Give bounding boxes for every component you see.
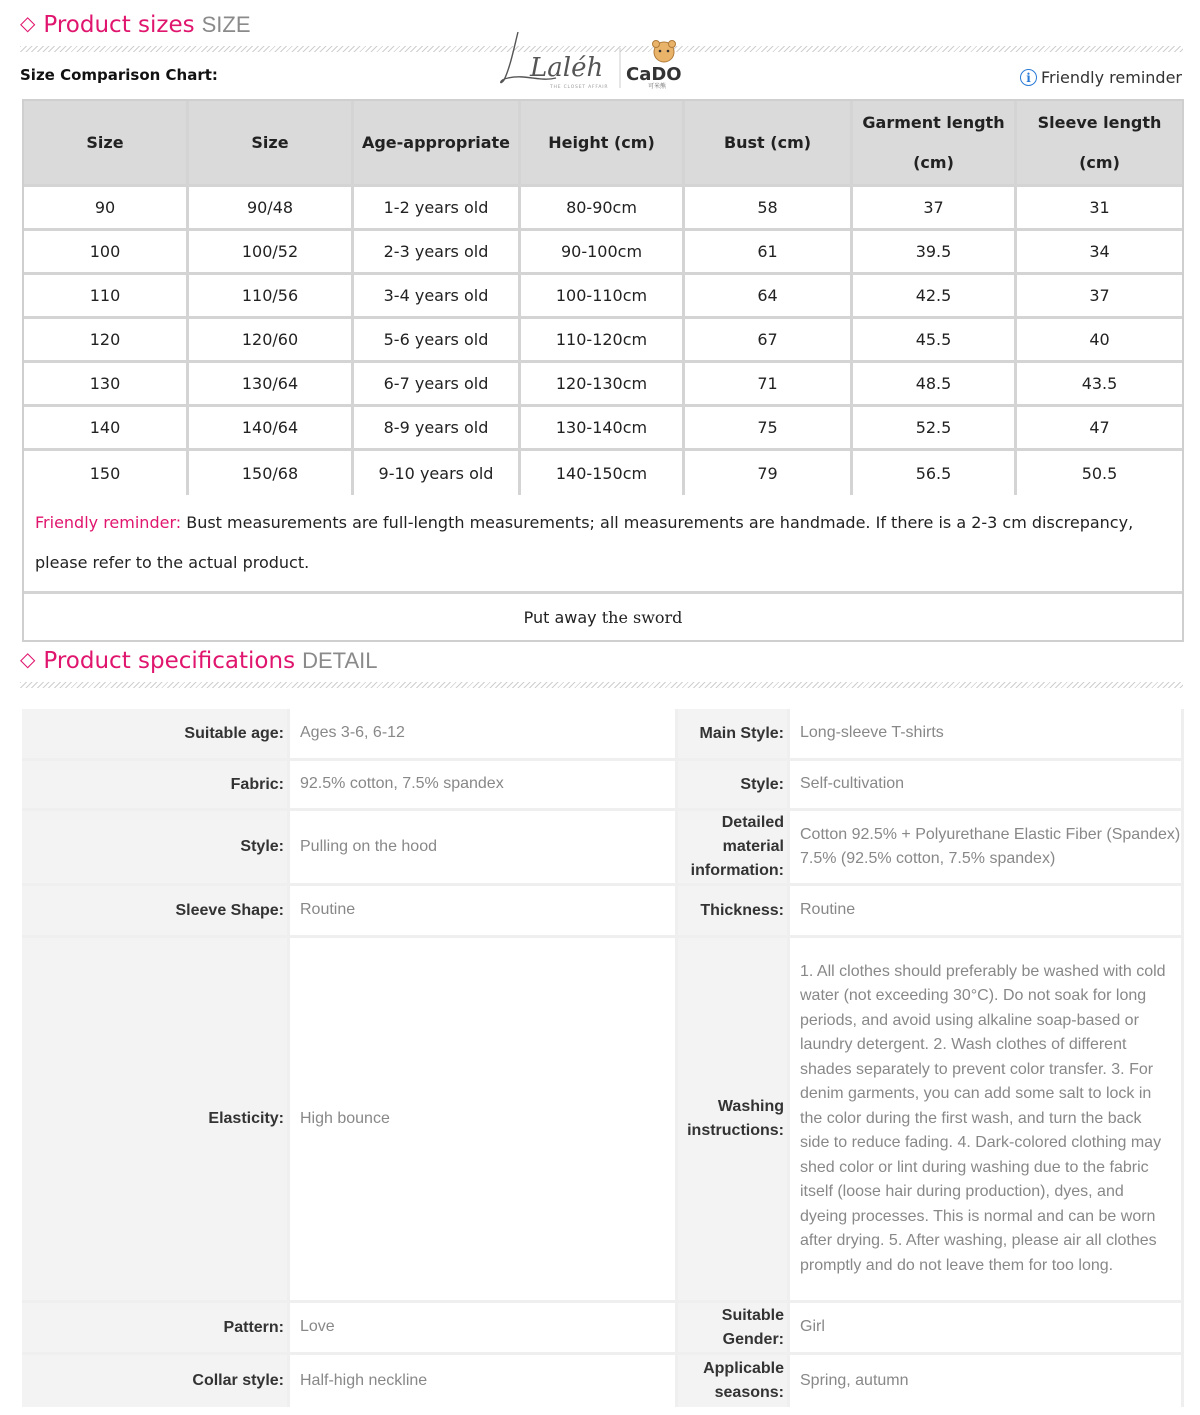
table-cell: 39.5 bbox=[853, 231, 1017, 275]
table-cell: 110-120cm bbox=[521, 319, 685, 363]
size-footer-b: the sword bbox=[601, 607, 683, 627]
logo-script-text: Laléh bbox=[530, 53, 604, 83]
table-cell: 42.5 bbox=[853, 275, 1017, 319]
spec-row bbox=[22, 886, 1184, 938]
info-icon: i bbox=[1020, 69, 1037, 86]
table-cell: 140-150cm bbox=[521, 451, 685, 495]
table-cell: 61 bbox=[685, 231, 853, 275]
sizes-section-title: Product sizes bbox=[43, 12, 195, 38]
table-cell: 52.5 bbox=[853, 407, 1017, 451]
table-cell: 67 bbox=[685, 319, 853, 363]
spec-label: Thickness: bbox=[678, 886, 790, 938]
table-cell: 100 bbox=[24, 231, 189, 275]
sizes-section-subtitle: SIZE bbox=[201, 12, 251, 37]
table-row bbox=[24, 231, 1182, 275]
table-cell: 5-6 years old bbox=[354, 319, 521, 363]
table-cell: 120 bbox=[24, 319, 189, 363]
spec-label: Style: bbox=[22, 811, 290, 886]
spec-row bbox=[22, 1303, 1184, 1355]
table-cell: 150/68 bbox=[189, 451, 354, 495]
table-cell: 120-130cm bbox=[521, 363, 685, 407]
specs-section-title: Product specifications bbox=[43, 648, 296, 674]
table-cell: 64 bbox=[685, 275, 853, 319]
size-footer-row bbox=[24, 594, 1182, 640]
table-cell: 130 bbox=[24, 363, 189, 407]
spec-label: Detailed material information: bbox=[678, 811, 790, 886]
table-cell: 130-140cm bbox=[521, 407, 685, 451]
diamond-icon: ◇ bbox=[20, 11, 36, 35]
table-cell: 43.5 bbox=[1017, 363, 1182, 407]
table-cell: 100-110cm bbox=[521, 275, 685, 319]
logo-brand2-cn: 可米熊 bbox=[648, 83, 667, 90]
specs-section-subtitle: DETAIL bbox=[302, 648, 378, 673]
spec-label: Washing instructions: bbox=[678, 938, 790, 1303]
column-header: Height (cm) bbox=[521, 101, 685, 187]
logo-brand2: CaDO bbox=[626, 64, 682, 85]
spec-value: 92.5% cotton, 7.5% spandex bbox=[290, 761, 678, 811]
spec-value: Pulling on the hood bbox=[290, 811, 678, 886]
column-header: Garment length (cm) bbox=[853, 101, 1017, 187]
spec-value: Girl bbox=[790, 1303, 1184, 1355]
product-specifications-table bbox=[22, 709, 1184, 1407]
table-cell: 58 bbox=[685, 187, 853, 231]
table-cell: 56.5 bbox=[853, 451, 1017, 495]
section-divider bbox=[20, 682, 1183, 688]
spec-value: Cotton 92.5% + Polyurethane Elastic Fiber (Spandex) 7.5% (92.5% cotton, 7.5% spandex) bbox=[790, 811, 1184, 886]
column-header: Age-appropriate bbox=[354, 101, 521, 187]
spec-label: Suitable Gender: bbox=[678, 1303, 790, 1355]
spec-label: Pattern: bbox=[22, 1303, 290, 1355]
table-row bbox=[24, 451, 1182, 495]
table-cell: 37 bbox=[853, 187, 1017, 231]
spec-label: Style: bbox=[678, 761, 790, 811]
table-cell: 110/56 bbox=[189, 275, 354, 319]
size-note-row bbox=[24, 495, 1182, 594]
table-cell: 71 bbox=[685, 363, 853, 407]
spec-row bbox=[22, 1355, 1184, 1407]
table-cell: 50.5 bbox=[1081, 463, 1118, 483]
friendly-reminder-label: Friendly reminder bbox=[1040, 68, 1182, 87]
table-cell: 140/64 bbox=[189, 407, 354, 451]
table-cell: 90-100cm bbox=[521, 231, 685, 275]
spec-label: Fabric: bbox=[22, 761, 290, 811]
table-row bbox=[24, 363, 1182, 407]
table-cell: 79 bbox=[685, 451, 853, 495]
spec-label: Suitable age: bbox=[22, 709, 290, 761]
table-cell: 2-3 years old bbox=[354, 231, 521, 275]
spec-label: Applicable seasons: bbox=[678, 1355, 790, 1407]
table-cell: 75 bbox=[685, 407, 853, 451]
spec-value: Ages 3-6, 6-12 bbox=[290, 709, 678, 761]
spec-value: Spring, autumn bbox=[790, 1355, 1184, 1407]
diamond-icon: ◇ bbox=[20, 647, 36, 671]
table-cell: 48.5 bbox=[853, 363, 1017, 407]
spec-value: Routine bbox=[790, 886, 1184, 938]
table-row bbox=[24, 319, 1182, 363]
table-cell: 140 bbox=[24, 407, 189, 451]
table-cell: 110 bbox=[24, 275, 189, 319]
table-row bbox=[24, 275, 1182, 319]
table-cell: 40 bbox=[1017, 319, 1182, 363]
spec-row bbox=[22, 938, 1184, 1303]
spec-value: High bounce bbox=[290, 938, 678, 1303]
spec-label: Elasticity: bbox=[22, 938, 290, 1303]
table-cell: 3-4 years old bbox=[354, 275, 521, 319]
table-cell: 130/64 bbox=[189, 363, 354, 407]
table-cell: 31 bbox=[1017, 187, 1182, 231]
table-cell: 150 bbox=[24, 451, 189, 495]
column-header: Bust (cm) bbox=[685, 101, 853, 187]
spec-value: 1. All clothes should preferably be washed with cold water (not exceeding 30°C). Do not soak for long periods, and avoid using alkaline soap-based or laundry detergent. 2. Wash clothes of different shades separately to prevent color transfer. 3. For denim garments, you can add some salt to lock in the color during the first wash, and turn the back side to reduce fading. 4. Dark-colored clothing may shed color or lint during washing due to the fabric itself (loose hair during production), dyes, and dyeing processes. This is normal and can be worn after drying. 5. After washing, please air all clothes promptly and do not leave them for too long. bbox=[790, 938, 1184, 1303]
spec-row bbox=[22, 709, 1184, 761]
spec-label: Sleeve Shape: bbox=[22, 886, 290, 938]
spec-value: Half-high neckline bbox=[290, 1355, 678, 1407]
size-comparison-table bbox=[22, 99, 1184, 642]
spec-row bbox=[22, 761, 1184, 811]
size-note-lead: Friendly reminder: bbox=[35, 513, 182, 532]
column-header: Sleeve length (cm) bbox=[1017, 101, 1182, 187]
table-cell: 45.5 bbox=[853, 319, 1017, 363]
table-cell: 80-90cm bbox=[521, 187, 685, 231]
spec-label: Collar style: bbox=[22, 1355, 290, 1407]
table-row bbox=[24, 407, 1182, 451]
table-cell: 34 bbox=[1017, 231, 1182, 275]
table-header-row bbox=[24, 101, 1182, 187]
table-cell: 8-9 years old bbox=[354, 407, 521, 451]
spec-value: Love bbox=[290, 1303, 678, 1355]
table-cell: 120/60 bbox=[189, 319, 354, 363]
specs-section-header bbox=[20, 648, 377, 674]
spec-value: Self-cultivation bbox=[790, 761, 1184, 811]
logo-tagline: THE CLOSET AFFAIR bbox=[550, 85, 609, 90]
table-cell: 90/48 bbox=[189, 187, 354, 231]
table-cell: 37 bbox=[1017, 275, 1182, 319]
size-note bbox=[24, 495, 1182, 594]
spec-value: Long-sleeve T-shirts bbox=[790, 709, 1184, 761]
table-cell: 1-2 years old bbox=[354, 187, 521, 231]
size-chart-label: Size Comparison Chart: bbox=[20, 66, 218, 84]
table-cell: 90 bbox=[24, 187, 189, 231]
spec-value: Routine bbox=[290, 886, 678, 938]
spec-label: Main Style: bbox=[678, 709, 790, 761]
column-header: Size bbox=[24, 101, 189, 187]
table-cell: 6-7 years old bbox=[354, 363, 521, 407]
table-cell: 47 bbox=[1017, 407, 1182, 451]
size-footer bbox=[24, 594, 1182, 640]
size-footer-a: Put away bbox=[523, 607, 597, 627]
table-cell: 9-10 years old bbox=[354, 451, 521, 495]
brand-logo bbox=[496, 28, 696, 94]
table-cell: 100/52 bbox=[189, 231, 354, 275]
column-header: Size bbox=[189, 101, 354, 187]
table-row bbox=[24, 187, 1182, 231]
sizes-section-header bbox=[20, 12, 251, 38]
spec-row bbox=[22, 811, 1184, 886]
friendly-reminder-link[interactable] bbox=[1020, 68, 1182, 87]
size-note-text: Bust measurements are full-length measurements; all measurements are handmade. If there is a 2-3 cm discrepancy, please refer to the actual product. bbox=[35, 513, 1134, 572]
